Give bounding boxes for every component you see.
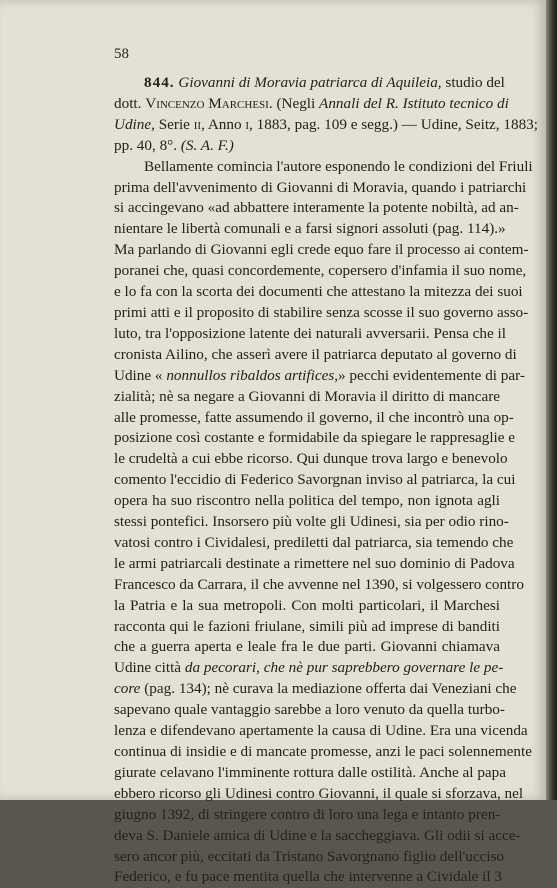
header-text-run: (S. A. F.) [180,136,234,154]
body-text-run: luto, tra l'opposizione latente dei naturali avversarii. Pensa che il [114,324,506,342]
body-text-run: Udine « [114,366,167,384]
entry-text [114,73,538,888]
body-line [114,847,505,868]
header-text-run: Giovanni di Moravia patriarca di Aquileia, [178,74,442,91]
body-line [114,178,527,199]
body-line [114,157,533,178]
body-text-run: Udine città [114,659,185,677]
body-text-run: vatosi contro i Cividalesi, prediletti dal patriarca, sia temendo che [114,533,514,551]
body-text-run: alle promesse, fatte assumendo il governo, il che incontrò una op- [114,408,514,426]
body-text-run: (pag. 134); nè curava la mediazione offerta dai Veneziani che [140,680,517,698]
body-line [114,303,529,324]
page-number: 58 [114,46,129,62]
body-line [114,658,504,679]
body-line [114,637,500,658]
body-text-run: zialità; nè sa negare a Giovanni di Moravia il diritto di mancare [114,387,500,405]
body-text-run: poranei che, quasi concordemente, copersero d'infamia il suo nome, [114,262,527,280]
body-line [114,449,508,470]
body-text-run: giurate celavano l'imminente rottura dalle ostilità. Anche al papa [114,763,506,781]
body-line [114,512,509,533]
header-text-run: , Serie [151,115,194,133]
body-text-run: posizione così costante e formidabile da spiegare le rappresaglie e [114,429,516,447]
body-line [114,679,517,700]
body-line [114,867,500,888]
entry-number: 844. [144,74,175,91]
header-text-run: , Anno [201,115,246,133]
header-text-run: Udine [114,115,152,133]
body-text-run: la Patria e la sua metropoli. Con molti particolari, il Marchesi [114,596,500,614]
body-line [114,554,515,575]
body-text-run: Ma parlando di Giovanni egli crede equo fare il processo ai contem- [114,241,529,259]
body-line [114,470,516,491]
body-line [114,805,500,826]
entry-header [114,73,538,157]
body-line [114,345,517,366]
body-line [114,366,525,387]
body-line [114,282,523,303]
page-edge [546,0,557,800]
body-text-run: le armi patriarcali destinate a rimettere nel suo dominio di Padova [114,554,515,572]
body-text-run: deva S. Daniele amica di Udine e la saccheggiava. Gli odii si acce- [114,826,521,844]
body-text-run: si accingevano «ad abbattere interamente la potente nobiltà, ad an- [114,199,519,217]
body-text-run: sapevano quale vantaggio sarebbe a loro venuto da quella turbo- [114,701,505,719]
body-text-run: Federico, e fu pace mentita quella che intervenne a Cividale il 3 [114,868,502,886]
body-text-run: Bellamente comincia l'autore esponendo le condizioni del Friuli [144,157,533,175]
header-line [114,115,538,136]
body-text-run: stessi pontefici. Insorsero più volte gli Udinesi, sia per odio rino- [114,513,509,531]
body-line [114,721,528,742]
header-text-run: ii [193,115,202,133]
body-line [114,428,516,449]
body-text-run: e lo fa con la scorta dei documenti che attestano la mitezza dei suoi [114,283,523,301]
body-text-run: nientare le libertà comunali e a farsi signori assoluti (pag. 114).» [114,220,506,238]
body-line [114,387,500,408]
body-text-run: primi atti e il proposito di stabilire senza scosse il suo governo asso- [114,303,529,321]
header-text-run: Vincenzo Marchesi [145,94,269,112]
body-line [114,408,514,429]
body-line [114,533,514,554]
body-text-run: » pecchi evidentemente di par- [338,366,525,384]
body-line [114,700,505,721]
body-text-run: ebbero ricorso gli Udinesi contro Giovanni, il quale si sforzava, nel [114,784,524,802]
body-text-run: core [114,680,141,698]
header-text-run: . (Negli [268,94,320,112]
body-text-run: da pecorari, che nè pur saprebbero governare le pe- [184,659,504,677]
header-line [114,136,500,157]
body-line [114,763,506,784]
body-line [114,784,524,805]
header-line [114,94,509,115]
header-text-run: pp. 40, 8°. [114,136,181,154]
body-line [114,575,524,596]
body-text-run: le crudeltà a cui ebbe ricorso. Qui dunque trova largo e benevolo [114,450,508,468]
body-line [114,261,527,282]
header-text-run: studio del [441,74,505,91]
entry-body [114,157,533,888]
body-line [114,826,521,847]
body-text-run: comento l'eccidio di Federico Savorgnan inviso al patriarca, la cui [114,471,516,489]
body-text-run: prima dell'avvenimento di Giovanni di Moravia, quando i patriarchi [114,178,527,196]
body-text-run: continua di insidie e di mancate promesse, anzi le paci solennemente [114,743,532,760]
body-line [114,617,500,638]
header-text-run: i [245,115,250,133]
body-line [114,198,519,219]
body-text-run: lenza e difendevano apertamente la causa di Udine. Era una vicenda [114,722,528,740]
header-text-run: , 1883, pag. 109 e segg.) — Udine, Seitz, 1883; [249,115,538,133]
body-text-run: che a guerra aperta e leale fra le due parti. Giovanni chiamava [114,638,500,656]
body-line [114,219,506,240]
header-text-run: dott. [114,94,146,112]
body-text-run: cronista Ailino, che asserì avere il patriarca deputato al governo di [114,345,517,363]
body-line [114,491,500,512]
body-text-run: nonnullos ribaldos artifices, [166,366,339,384]
body-line [114,596,500,617]
body-text-run: sero ancor più, eccitati da Tristano Savorgnano figlio dell'ucciso [114,847,505,865]
body-text-run: giugno 1392, di stringere contro di loro una lega e intanto pren- [114,805,501,823]
body-text-run: Francesco da Carrara, il che avvenne nel 1390, si volgessero contro [114,575,524,593]
header-text-run: Annali del R. Istituto tecnico di [319,94,509,112]
body-text-run: racconta qui le fazioni friulane, simili più ad imprese di banditi [114,617,500,635]
body-line [114,324,506,345]
body-text-run: opera ha suo riscontro nella politica del tempo, non ignota agli [114,492,500,510]
body-line [114,742,532,763]
body-line [114,240,529,261]
header-line [114,73,505,94]
